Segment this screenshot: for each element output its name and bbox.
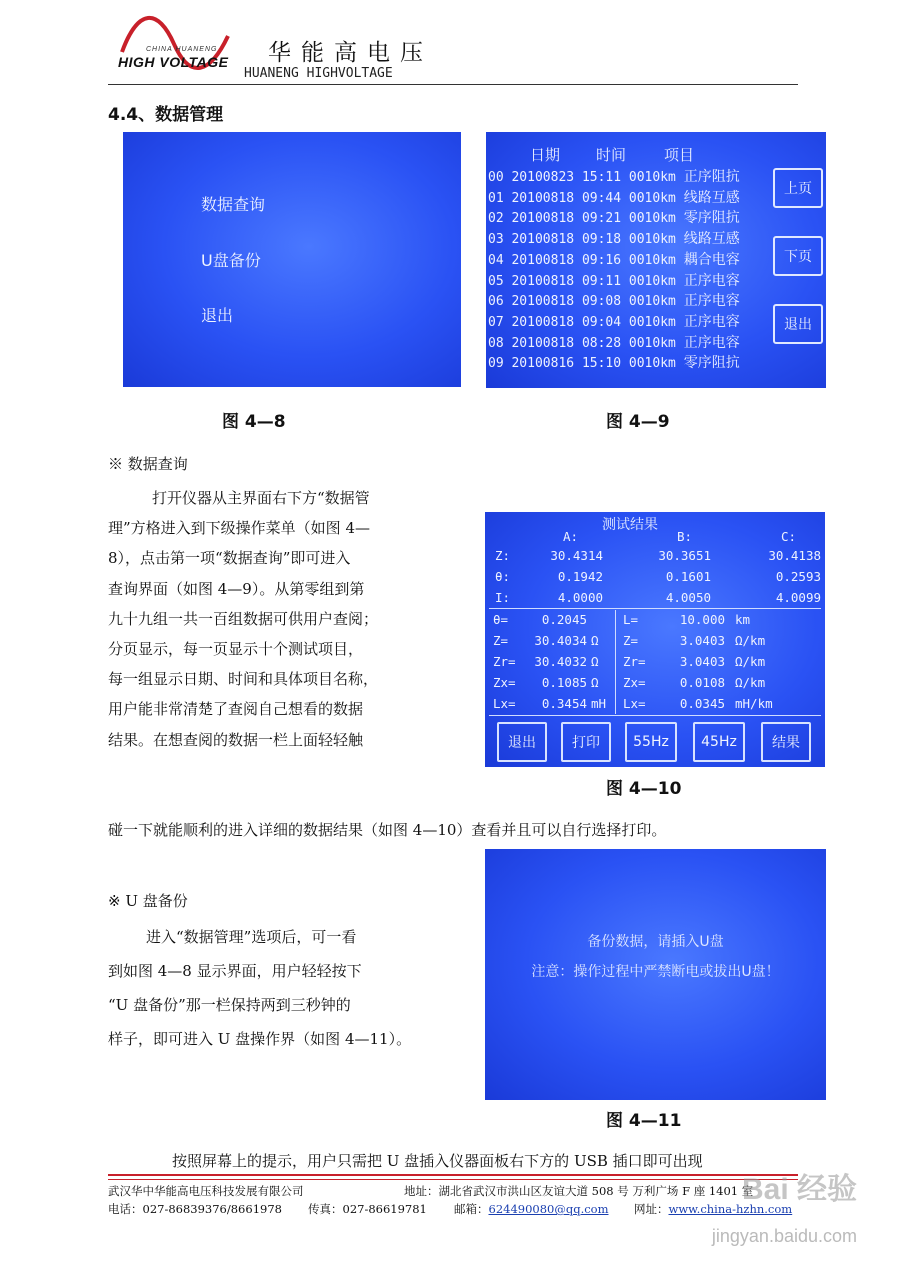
record-item: 正序阻抗 [683,169,740,185]
baidu-watermark: Bai 经验 [741,1173,857,1206]
right-param-unit: km [735,612,751,627]
menu-item-data-query[interactable]: 数据查询 [201,195,266,214]
record-dist: 0010km [628,273,676,289]
record-time: 09:04 [581,314,622,330]
record-item: 正序电容 [683,313,740,330]
header-divider [108,84,798,85]
footer-address: 地址：湖北省武汉市洪山区友谊大道 508 号 万利广场 F 座 1401 室 [404,1184,754,1198]
footer-company: 武汉华中华能高电压科技发展有限公司 [108,1184,304,1198]
footer-web-link[interactable]: www.china-hzhn.com [668,1202,793,1216]
figure-4-11-caption: 图 4—11 [606,1111,682,1131]
paragraph-line: 理”方格进入到下级操作菜单（如图 4— [108,519,370,538]
paragraph-usb-instructions: 按照屏幕上的提示，用户只需把 U 盘插入仪器面板右下方的 USB 插口即可出现 [172,1152,703,1170]
record-row[interactable] [488,207,740,227]
right-param-label: Lx= [623,696,646,711]
backup-warning-text: 注意：操作过程中严禁断电或拔出U盘！ [531,964,780,980]
record-dist: 0010km [628,232,676,248]
record-idx: 01 [488,190,504,206]
record-row[interactable] [488,166,740,186]
left-param-value: 0.2045 [541,612,587,627]
result-phase-b: 30.3651 [658,548,711,563]
paragraph-data-query-continued: 碰一下就能顺利的进入详细的数据结果（如图 4—10）查看并且可以自行选择打印。 [108,821,667,839]
record-date: 20100818 [511,211,575,227]
result-label: Z: [495,548,511,563]
baidu-watermark-url: jingyan.baidu.com [711,1226,857,1246]
logo-small-text: CHINA HUANENG [146,46,218,53]
record-item: 耦合电容 [683,251,740,268]
results-divider-mid [615,610,616,714]
col-header-time: 时间 [596,146,627,164]
col-header-date: 日期 [530,146,561,164]
col-header-item: 项目 [664,146,695,164]
record-row[interactable] [488,249,740,269]
results-divider-top [489,608,821,609]
col-head-c: C: [781,529,797,544]
results-title: 测试结果 [602,517,658,533]
footer-fax: 传真：027-86619781 [308,1202,427,1216]
paragraph-line: 用户能非常清楚了查阅自己想看的数据 [108,700,364,719]
heading-usb-backup: ※ U 盘备份 [108,892,188,910]
record-item: 正序电容 [683,293,740,310]
paragraph-line: 8），点击第一项“数据查询”即可进入 [108,549,351,568]
record-item: 线路互感 [683,189,740,206]
result-button[interactable]: 结果 [761,722,811,762]
figure-4-9-caption: 图 4—9 [606,412,670,432]
left-param-value: 0.1085 [541,675,587,690]
figure-4-10-caption: 图 4—10 [606,779,682,799]
left-param-unit: Ω [591,654,599,669]
record-idx: 03 [488,232,504,248]
result-phase-a: 0.1942 [557,569,603,584]
right-param-label: Z= [623,633,639,648]
right-param-value: 3.0403 [679,654,725,669]
record-row[interactable] [488,332,740,352]
figure-4-8-screen [123,132,461,387]
record-row[interactable] [488,311,740,331]
record-row[interactable] [488,187,740,207]
record-date: 20100823 [511,170,575,185]
paragraph-line: 每一组显示日期、时间和具体项目名称， [108,670,379,689]
company-name-cn: 华能高电压 [268,40,433,66]
left-param-label: Lx= [493,696,516,711]
heading-data-query: ※ 数据查询 [108,455,188,473]
left-param-value: 0.3454 [541,696,587,711]
paragraph-line: 打开仪器从主界面右下方“数据管 [152,489,370,507]
record-row[interactable] [488,352,740,372]
record-dist: 0010km [628,356,676,372]
right-param-value: 10.000 [679,612,725,627]
company-logo [116,14,246,74]
result-label: I: [495,590,511,605]
record-time: 09:11 [581,273,622,289]
record-idx: 09 [488,356,504,372]
page-down-button[interactable]: 下页 [773,236,823,276]
right-param-unit: Ω/km [735,633,766,648]
result-phase-b: 0.1601 [665,569,711,584]
record-item: 零序阻抗 [683,210,740,227]
result-phase-b: 4.0050 [665,590,711,605]
footer-email-link[interactable]: 624490080@qq.com [488,1202,609,1216]
record-time: 09:16 [581,252,622,268]
record-dist: 0010km [628,335,676,351]
left-param-unit: Ω [591,633,599,648]
record-time: 09:08 [581,294,622,310]
record-row[interactable] [488,228,740,248]
col-head-b: B: [677,529,693,544]
left-param-label: Zx= [493,675,516,690]
paragraph-line: 结果。在想查阅的数据一栏上面轻轻触 [108,730,364,749]
left-param-unit: Ω [591,675,599,690]
result-label: θ: [495,569,511,584]
print-button[interactable]: 打印 [561,722,611,762]
paragraph-line: 样子，即可进入 U 盘操作界（如图 4—11）。 [108,1030,412,1048]
exit-button[interactable]: 退出 [773,304,823,344]
result-phase-a: 30.4314 [550,548,603,563]
footer-red-line [108,1174,798,1176]
record-item: 零序阻抗 [683,355,740,372]
left-param-unit: mH [591,696,607,711]
right-param-unit: mH/km [735,696,773,711]
record-dist: 0010km [628,211,676,227]
right-param-label: Zx= [623,675,646,690]
left-param-value: 30.4034 [534,633,587,648]
55hz-button[interactable]: 55Hz [625,722,677,762]
record-item: 正序电容 [683,334,740,351]
result-phase-c: 0.2593 [775,569,821,584]
footer-email [454,1201,609,1217]
right-param-value: 0.0345 [679,696,725,711]
footer-red-line-thin [108,1179,798,1180]
record-time: 15:10 [581,356,622,372]
paragraph-line: 进入“数据管理”选项后，可一看 [146,928,357,946]
record-row[interactable] [488,270,740,290]
record-date: 20100818 [511,314,575,330]
record-date: 20100818 [511,190,575,206]
record-idx: 07 [488,314,504,330]
record-idx: 05 [488,273,504,289]
record-idx: 04 [488,252,504,268]
record-date: 20100818 [511,273,575,289]
45hz-button[interactable]: 45Hz [693,722,745,762]
col-head-a: A: [563,529,579,544]
record-row[interactable] [488,290,740,310]
footer-phone: 电话：027-86839376/8661978 [108,1202,282,1216]
page-up-button[interactable]: 上页 [773,168,823,208]
right-param-value: 3.0403 [679,633,725,648]
right-param-label: L= [623,612,639,627]
paragraph-line: 查询界面（如图 4—9）。从第零组到第 [108,579,365,598]
record-idx: 02 [488,211,504,227]
paragraph-line: 分页显示，每一页显示十个测试项目， [108,640,364,658]
record-time: 09:18 [581,232,622,248]
menu-item-usb-backup[interactable]: U盘备份 [201,251,261,270]
record-item: 线路互感 [683,231,740,248]
result-phase-c: 30.4138 [768,548,821,563]
results-divider-bottom [489,715,821,716]
exit-button[interactable]: 退出 [497,722,547,762]
record-time: 15:11 [581,170,622,185]
record-idx: 08 [488,335,504,351]
paragraph-line: 到如图 4—8 显示界面，用户轻轻按下 [108,962,362,980]
figure-4-11-screen [485,849,826,1100]
record-date: 20100818 [511,232,575,248]
paragraph-line: 九十九组一共一百组数据可供用户查阅； [108,609,379,628]
left-param-label: Z= [493,633,509,648]
record-date: 20100818 [511,252,575,268]
right-param-label: Zr= [623,654,646,669]
left-param-label: θ= [493,612,509,627]
record-date: 20100818 [511,294,575,310]
logo-big-text: HIGH VOLTAGE [118,54,229,70]
record-dist: 0010km [628,294,676,310]
footer-web-label: 网址： [634,1202,669,1216]
result-phase-c: 4.0099 [775,590,821,605]
record-dist: 0010km [628,252,676,268]
record-time: 09:21 [581,211,622,227]
figure-4-10-screen [485,512,825,767]
right-param-value: 0.0108 [679,675,725,690]
right-param-unit: Ω/km [735,675,766,690]
record-item: 正序电容 [683,272,740,289]
record-dist: 0010km [628,170,676,185]
record-time: 09:44 [581,190,622,206]
record-time: 08:28 [581,335,622,351]
result-phase-a: 4.0000 [557,590,603,605]
right-param-unit: Ω/km [735,654,766,669]
paragraph-line: “U 盘备份”那一栏保持两到三秒钟的 [108,996,351,1014]
record-dist: 0010km [628,314,676,330]
record-idx: 00 [488,170,504,185]
footer-email-label: 邮箱： [454,1202,489,1216]
record-date: 20100818 [511,335,575,351]
record-idx: 06 [488,294,504,310]
company-name-en: HUANENG HIGHVOLTAGE [244,66,393,81]
section-title: 4.4、数据管理 [108,105,224,125]
backup-prompt-text: 备份数据，请插入U盘 [587,934,724,950]
menu-item-exit[interactable]: 退出 [201,306,234,325]
left-param-label: Zr= [493,654,516,669]
record-dist: 0010km [628,190,676,206]
record-date: 20100816 [511,356,575,372]
figure-4-9-screen [486,132,826,388]
figure-4-8-caption: 图 4—8 [222,412,286,432]
left-param-value: 30.4032 [534,654,587,669]
